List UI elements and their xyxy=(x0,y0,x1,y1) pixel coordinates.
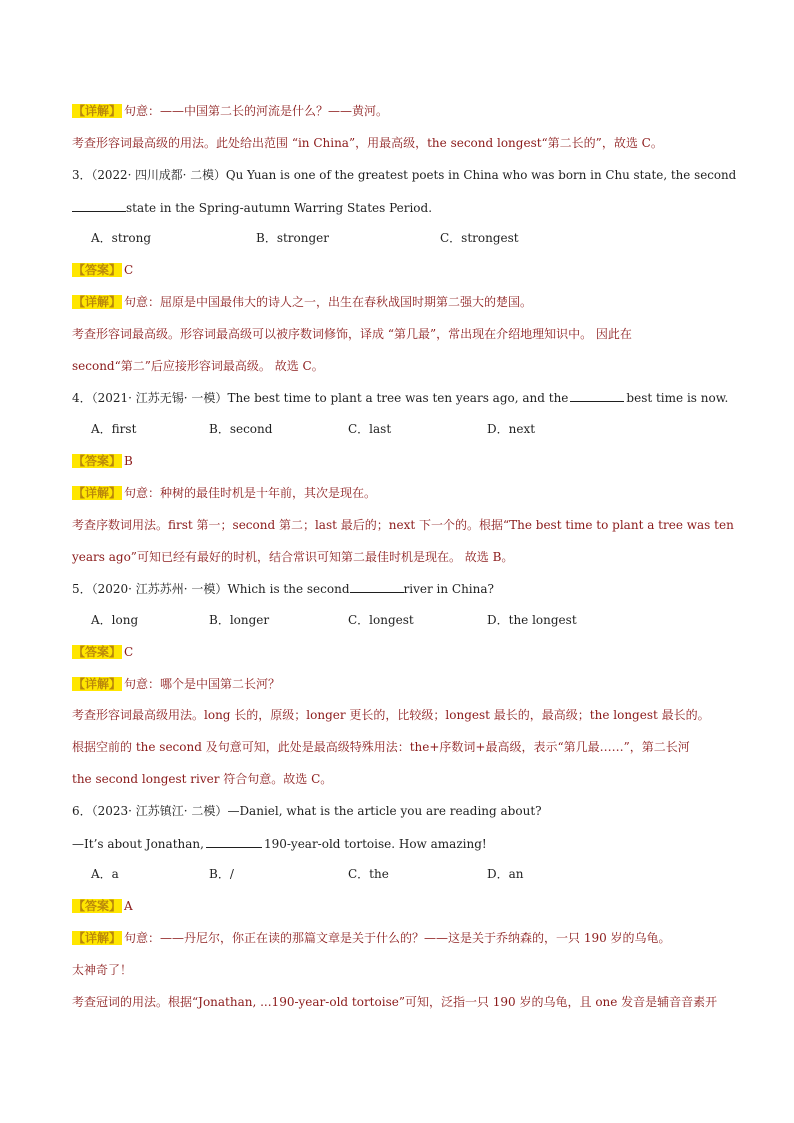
q4-answer-line xyxy=(72,453,133,469)
q4-option-b[interactable]: B．second xyxy=(209,422,273,436)
q4-analysis-2: years ago”可知已经有最好的时机，结合常识可知第二最佳时机是现在。 故选 B。 xyxy=(72,550,514,564)
q5-answer: C xyxy=(124,645,134,659)
q3-detail-line xyxy=(72,294,532,310)
detail-text: 句意：哪个是中国第二长河？ xyxy=(124,677,281,691)
q6-option-c[interactable]: C．the xyxy=(348,867,389,881)
q4-options xyxy=(0,421,794,437)
q5-detail-line xyxy=(72,676,280,692)
q5-option-b[interactable]: B．longer xyxy=(209,613,270,627)
detail-text: 句意：——丹尼尔，你正在读的那篇文章是关于什么的？——这是关于乔纳森的，一只 190 岁的乌龟。 xyxy=(124,931,671,945)
q3-stem-line-1 xyxy=(72,167,736,183)
q3-analysis-2: second“第二”后应接形容词最高级。 故选 C。 xyxy=(72,359,324,373)
q6-stem-line-1 xyxy=(72,803,542,819)
q5-options xyxy=(0,612,794,628)
answer-tag: 【答案】 xyxy=(73,454,122,468)
q3-option-a[interactable]: A．strong xyxy=(91,231,152,245)
q5-answer-line xyxy=(72,644,133,660)
q6-option-b[interactable]: B．/ xyxy=(209,867,234,881)
q5-number-source: 5．（2020· 江苏苏州· 一模） xyxy=(72,582,228,596)
detail-tag: 【详解】 xyxy=(73,486,122,500)
q6-detail-line xyxy=(72,930,671,946)
q6-analysis-1: 考查冠词的用法。根据“Jonathan, ...190-year-old tortoise”可知，泛指一只 190 岁的乌龟，且 one 发音是辅音音素开 xyxy=(72,995,718,1009)
detail-text: 句意：——中国第二长的河流是什么？——黄河。 xyxy=(124,104,389,118)
q3-blank xyxy=(72,199,126,212)
q3-options xyxy=(0,230,794,246)
q6-option-d[interactable]: D．an xyxy=(487,867,524,881)
q5-stem-line xyxy=(72,580,494,596)
q4-stem-b: best time is now. xyxy=(626,391,729,405)
q6-stem-a: —Daniel, what is the article you are reading about? xyxy=(227,804,542,818)
q4-option-d[interactable]: D．next xyxy=(487,422,536,436)
q6-stem-line-2 xyxy=(72,835,487,851)
detail-tag: 【详解】 xyxy=(73,677,122,691)
detail-tag: 【详解】 xyxy=(73,295,122,309)
q3-analysis-1: 考查形容词最高级。形容词最高级可以被序数词修饰，译成 “第几最”，常出现在介绍地理知识中。 因此在 xyxy=(72,327,632,341)
q4-number-source: 4．（2021· 江苏无锡· 一模） xyxy=(72,391,228,405)
q6-answer-line xyxy=(72,898,133,914)
q6-answer: A xyxy=(124,899,133,913)
q6-detail-line-2: 太神奇了！ xyxy=(72,963,133,977)
q4-blank xyxy=(570,389,624,402)
answer-tag: 【答案】 xyxy=(73,645,122,659)
q4-analysis-1: 考查序数词用法。first 第一；second 第二；last 最后的；next 下一个的。根据“The best time to plant a tree was ten xyxy=(72,518,734,532)
q4-option-c[interactable]: C．last xyxy=(348,422,392,436)
q6-options xyxy=(0,866,794,882)
q6-stem-b1: —It’s about Jonathan, xyxy=(72,837,204,851)
answer-tag: 【答案】 xyxy=(73,263,122,277)
q5-blank xyxy=(350,580,404,593)
q6-number-source: 6．（2023· 江苏镇江· 二模） xyxy=(72,804,228,818)
q2-analysis: 考查形容词最高级的用法。此处给出范围 “in China”，用最高级，the second longest“第二长的”，故选 C。 xyxy=(72,136,663,150)
q3-stem-a: Qu Yuan is one of the greatest poets in China who was born in Chu state, the second xyxy=(225,168,737,182)
q5-analysis-2: 根据空前的 the second 及句意可知，此处是最高级特殊用法：the+序数词+最高级，表示“第几最……”，第二长河 xyxy=(72,740,690,754)
q4-answer: B xyxy=(124,454,133,468)
q3-option-c[interactable]: C．strongest xyxy=(440,231,519,245)
q4-detail-line xyxy=(72,485,376,501)
q5-option-d[interactable]: D．the longest xyxy=(487,613,577,627)
q3-stem-line-2 xyxy=(72,199,432,215)
q4-stem-a: The best time to plant a tree was ten years ago, and the xyxy=(227,391,569,405)
q2-detail-line xyxy=(72,103,388,119)
q6-blank xyxy=(206,835,262,848)
q6-option-a[interactable]: A．a xyxy=(91,867,119,881)
detail-tag: 【详解】 xyxy=(73,104,122,118)
q3-answer: C xyxy=(124,263,134,277)
q5-analysis-1: 考查形容词最高级用法。long 长的，原级；longer 更长的，比较级；longest 最长的，最高级；the longest 最长的。 xyxy=(72,708,710,722)
q3-answer-line xyxy=(72,262,133,278)
q5-stem-b: river in China? xyxy=(403,582,494,596)
q3-stem-b: state in the Spring-autumn Warring States Period. xyxy=(126,201,433,215)
q6-stem-b2: 190-year-old tortoise. How amazing! xyxy=(263,837,487,851)
q4-stem-line xyxy=(72,389,728,405)
q5-option-c[interactable]: C．longest xyxy=(348,613,414,627)
detail-text: 句意：种树的最佳时机是十年前，其次是现在。 xyxy=(124,486,377,500)
q3-option-b[interactable]: B．stronger xyxy=(256,231,330,245)
detail-text: 句意：屈原是中国最伟大的诗人之一，出生在春秋战国时期第二强大的楚国。 xyxy=(124,295,533,309)
detail-tag: 【详解】 xyxy=(73,931,122,945)
q5-option-a[interactable]: A．long xyxy=(91,613,139,627)
q5-stem-a: Which is the second xyxy=(227,582,350,596)
q5-analysis-3: the second longest river 符合句意。故选 C。 xyxy=(72,772,333,786)
q4-option-a[interactable]: A．first xyxy=(91,422,137,436)
q3-number-source: 3．（2022· 四川成都· 二模） xyxy=(72,168,226,182)
answer-tag: 【答案】 xyxy=(73,899,122,913)
